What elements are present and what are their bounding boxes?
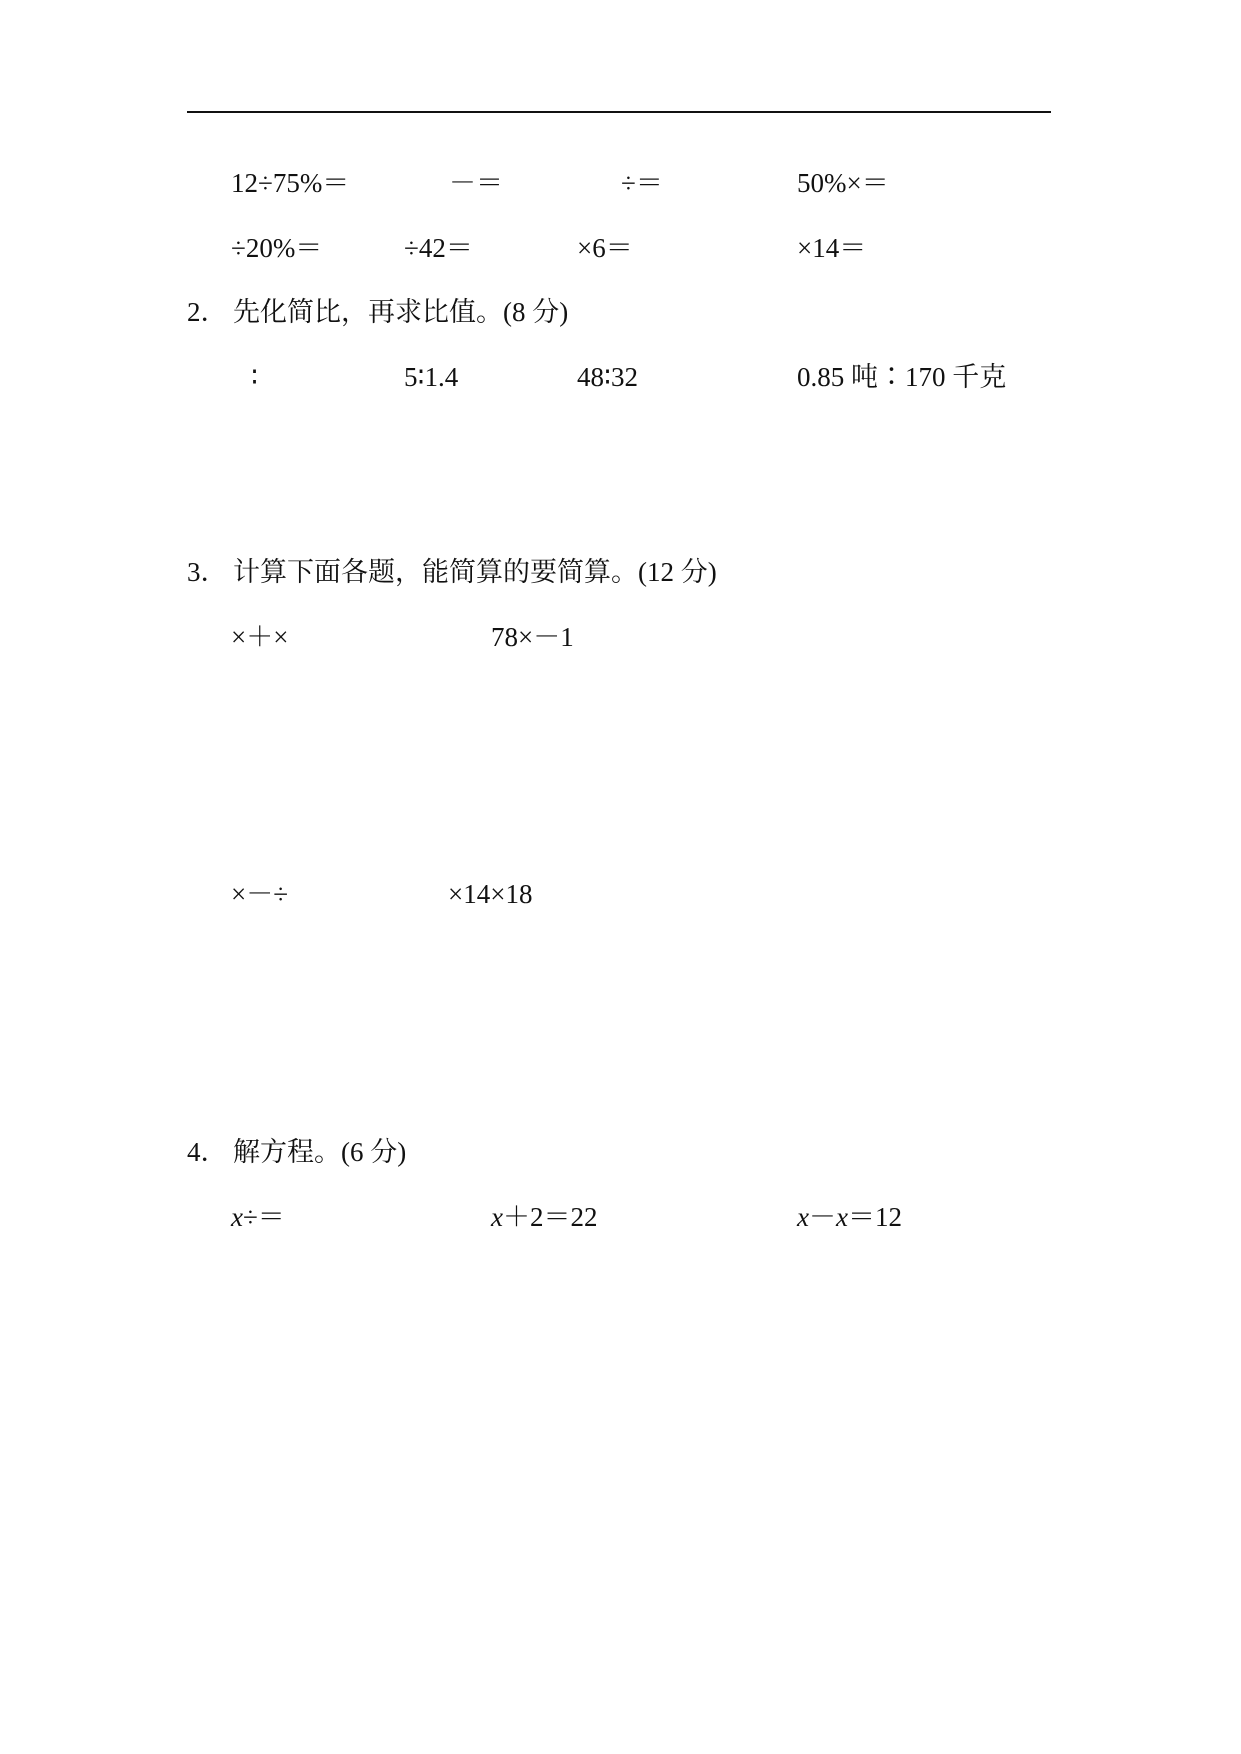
equation-3-rest: ＝12: [847, 1202, 902, 1232]
simplify-item-4: ×14×18: [448, 879, 533, 909]
equation-3-minus: －: [808, 1202, 836, 1232]
ratio-item-1: ∶: [251, 362, 259, 392]
calc-item-3: ÷＝: [621, 168, 663, 198]
calc-item-8: ×14＝: [797, 233, 867, 263]
calc-item-2: －＝: [449, 168, 503, 198]
calc-item-1: 12÷75%＝: [231, 168, 350, 198]
simplify-item-2: 78×－1: [491, 622, 574, 652]
ratio-item-2: 5∶1.4: [404, 362, 459, 392]
section-2-heading: [187, 295, 568, 329]
section-2-title: 先化简比，再求比值。(8 分): [233, 297, 569, 327]
header-rule: [187, 111, 1051, 113]
equation-3: [797, 1200, 902, 1234]
section-3-heading: [187, 555, 717, 589]
equation-1-variable: x: [231, 1202, 243, 1232]
equation-2-rest: ＋2＝22: [502, 1202, 598, 1232]
section-2-number: 2．: [187, 297, 228, 327]
equation-1: [231, 1200, 285, 1234]
calc-item-6: ÷42＝: [404, 233, 473, 263]
section-4-title: 解方程。(6 分): [233, 1137, 407, 1167]
equation-1-rest: ÷＝: [242, 1202, 285, 1232]
equation-3-variable-1: x: [797, 1202, 809, 1232]
section-3-number: 3．: [187, 557, 228, 587]
calc-item-4: 50%×＝: [797, 168, 889, 198]
section-4-number: 4．: [187, 1137, 228, 1167]
ratio-item-4: 0.85 吨∶170 千克: [797, 362, 1007, 392]
equation-3-variable-2: x: [835, 1202, 848, 1232]
ratio-item-3: 48∶32: [577, 362, 639, 392]
simplify-item-3: ×－÷: [231, 879, 289, 909]
simplify-item-1: ×＋×: [231, 622, 289, 652]
calc-item-5: ÷20%＝: [231, 233, 323, 263]
equation-2-variable: x: [491, 1202, 503, 1232]
calc-item-7: ×6＝: [577, 233, 633, 263]
section-4-heading: [187, 1135, 406, 1169]
section-3-title: 计算下面各题，能简算的要简算。(12 分): [233, 557, 717, 587]
equation-2: [491, 1200, 597, 1234]
